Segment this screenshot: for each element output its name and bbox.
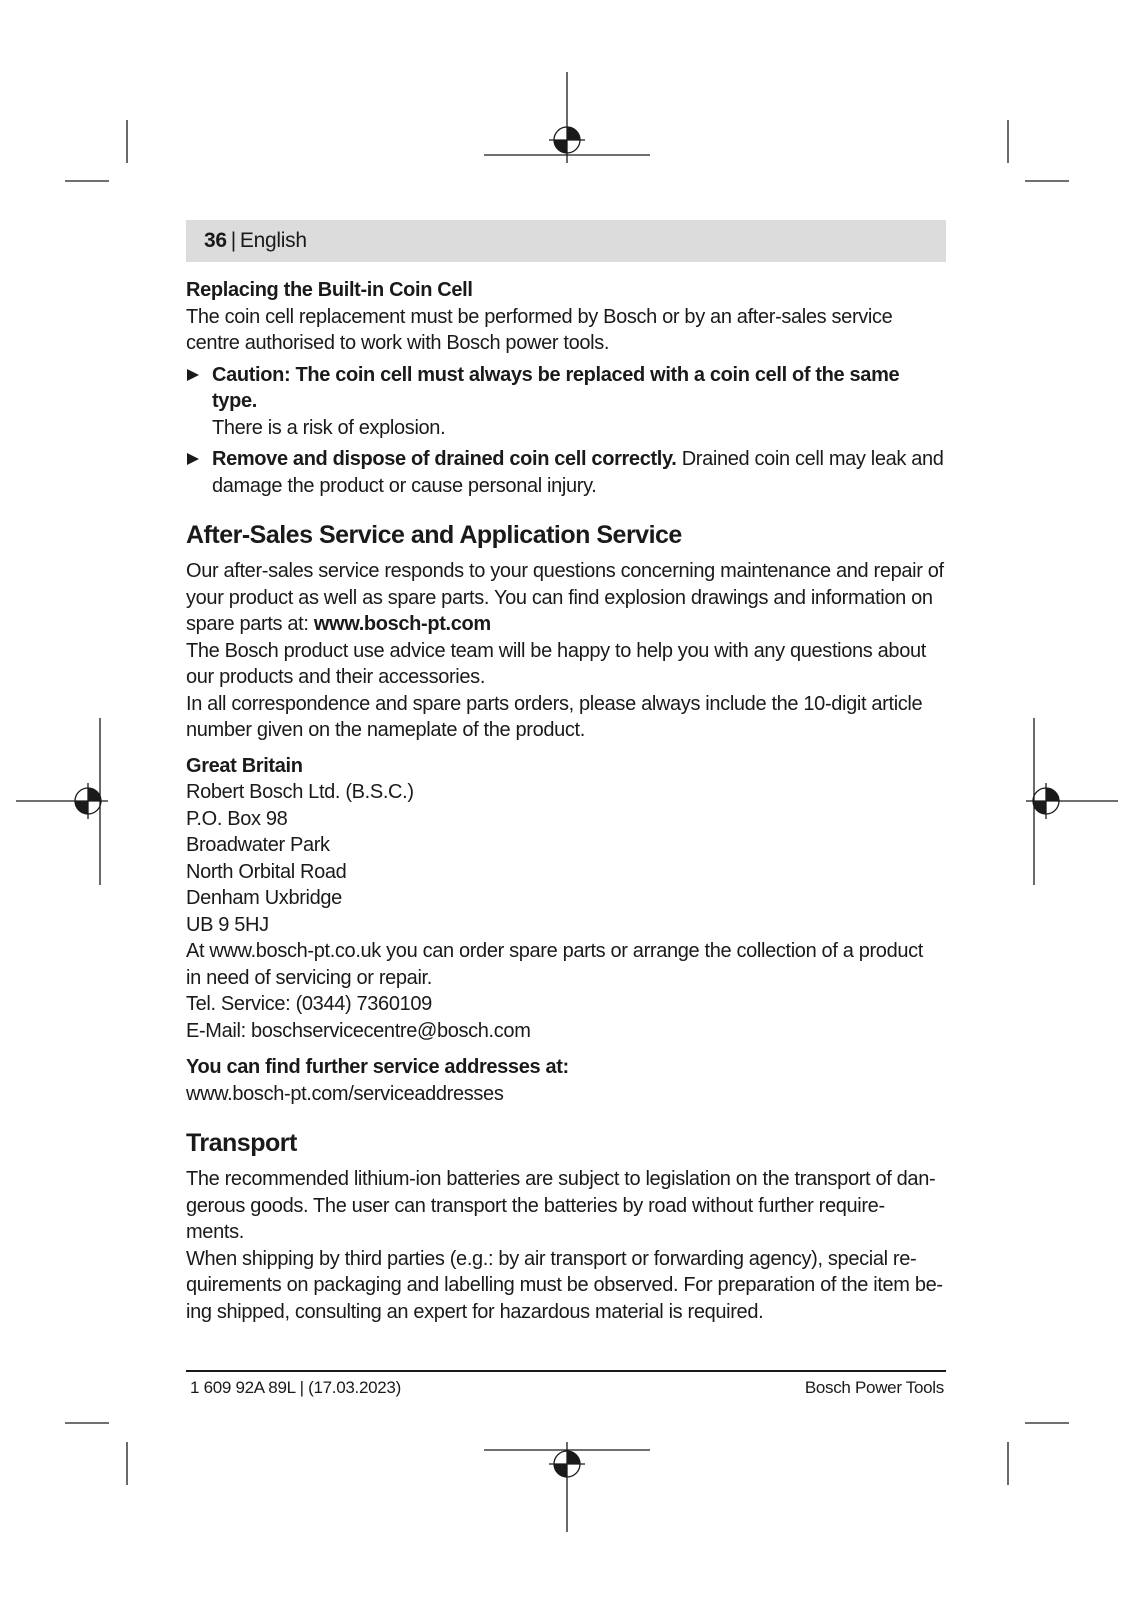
footer-date: (17.03.2023) [308,1378,401,1397]
further-addresses-section [186,1054,946,1107]
transport-p2-line2: quirements on packaging and labelling must be observed. For preparation of the item be- [186,1274,943,1296]
page-footer [186,1370,946,1398]
transport-paragraph-2 [186,1246,946,1326]
dispose-bold: Remove and dispose of drained coin cell correctly. [212,448,677,470]
footer-doc-info [190,1378,401,1398]
service-p1-line1: Our after-sales service responds to your questions concerning maintenance and repair of [186,560,944,582]
service-p2-line1: The Bosch product use advice team will be happy to help you with any questions about [186,639,926,662]
great-britain-section [186,753,946,1045]
service-telephone: Tel. Service: (0344) 7360109 [186,993,432,1015]
dispose-text-line2: damage the product or cause personal injury. [212,474,597,497]
service-p3-line2: number given on the nameplate of the product. [186,719,585,741]
header-separator: | [230,229,236,252]
address-line: UB 9 5HJ [186,913,269,936]
service-p3-line1: In all correspondence and spare parts orders, please always include the 10-digit article [186,692,923,715]
service-section [186,520,946,744]
caution-bullet [186,362,946,442]
order-line2: in need of servicing or repair. [186,966,432,989]
bullet-triangle-icon [187,369,199,381]
coin-cell-heading: Replacing the Built-in Coin Cell [186,279,473,301]
transport-paragraph-1 [186,1166,946,1246]
address-line: Denham Uxbridge [186,887,342,909]
order-line1: At www.bosch-pt.co.uk you can order spare parts or arrange the collection of a product [186,940,923,962]
transport-p2-line3: ing shipped, consulting an expert for hazardous material is required. [186,1300,764,1323]
service-paragraph-2 [186,638,946,691]
great-britain-address [186,779,946,1044]
further-addresses-url: www.bosch-pt.com/serviceaddresses [186,1082,504,1105]
address-line: Broadwater Park [186,834,330,856]
page-number: 36 [204,229,227,252]
transport-p1-line1: The recommended lithium-ion batteries are subject to legislation on the transport of dan- [186,1168,936,1190]
address-line: North Orbital Road [186,860,347,883]
dispose-bullet [186,446,946,499]
caution-bold: Caution: The coin cell must always be replaced with a coin cell of the same type. [212,363,900,412]
dispose-text-line1: Drained coin cell may leak and [676,448,944,470]
coin-cell-intro [186,304,946,357]
footer-separator: | [299,1378,304,1397]
transport-section [186,1128,946,1325]
service-heading: After-Sales Service and Application Service [186,521,682,549]
page-header [186,220,946,262]
coin-cell-intro-line1: The coin cell replacement must be performed by Bosch or by an after-sales service [186,305,893,328]
coin-cell-intro-line2: centre authorised to work with Bosch power tools. [186,332,610,354]
page-content [186,277,946,1325]
service-p2-line2: our products and their accessories. [186,666,486,688]
great-britain-heading: Great Britain [186,754,303,777]
page-language: English [239,229,307,252]
service-paragraph-1 [186,558,946,638]
address-line: Robert Bosch Ltd. (B.S.C.) [186,781,414,803]
coin-cell-section [186,277,946,499]
service-email: E-Mail: boschservicecentre@bosch.com [186,1019,531,1042]
service-p1-line3: spare parts at: [186,613,314,635]
bullet-triangle-icon [187,453,199,465]
transport-p1-line2: gerous goods. The user can transport the batteries by road without further require- [186,1194,885,1217]
transport-p1-line3: ments. [186,1221,244,1243]
footer-brand: Bosch Power Tools [804,1378,944,1397]
service-p1-line2: your product as well as spare parts. You can find explosion drawings and information on [186,586,933,609]
address-line: P.O. Box 98 [186,807,288,830]
transport-p2-line1: When shipping by third parties (e.g.: by air transport or forwarding agency), special re- [186,1247,917,1270]
footer-doc-code: 1 609 92A 89L [190,1378,296,1397]
caution-text: There is a risk of explosion. [212,416,446,439]
bosch-pt-link: www.bosch-pt.com [313,613,491,635]
further-addresses-heading: You can find further service addresses at: [186,1056,569,1078]
service-paragraph-3 [186,691,946,744]
transport-heading: Transport [186,1129,297,1157]
